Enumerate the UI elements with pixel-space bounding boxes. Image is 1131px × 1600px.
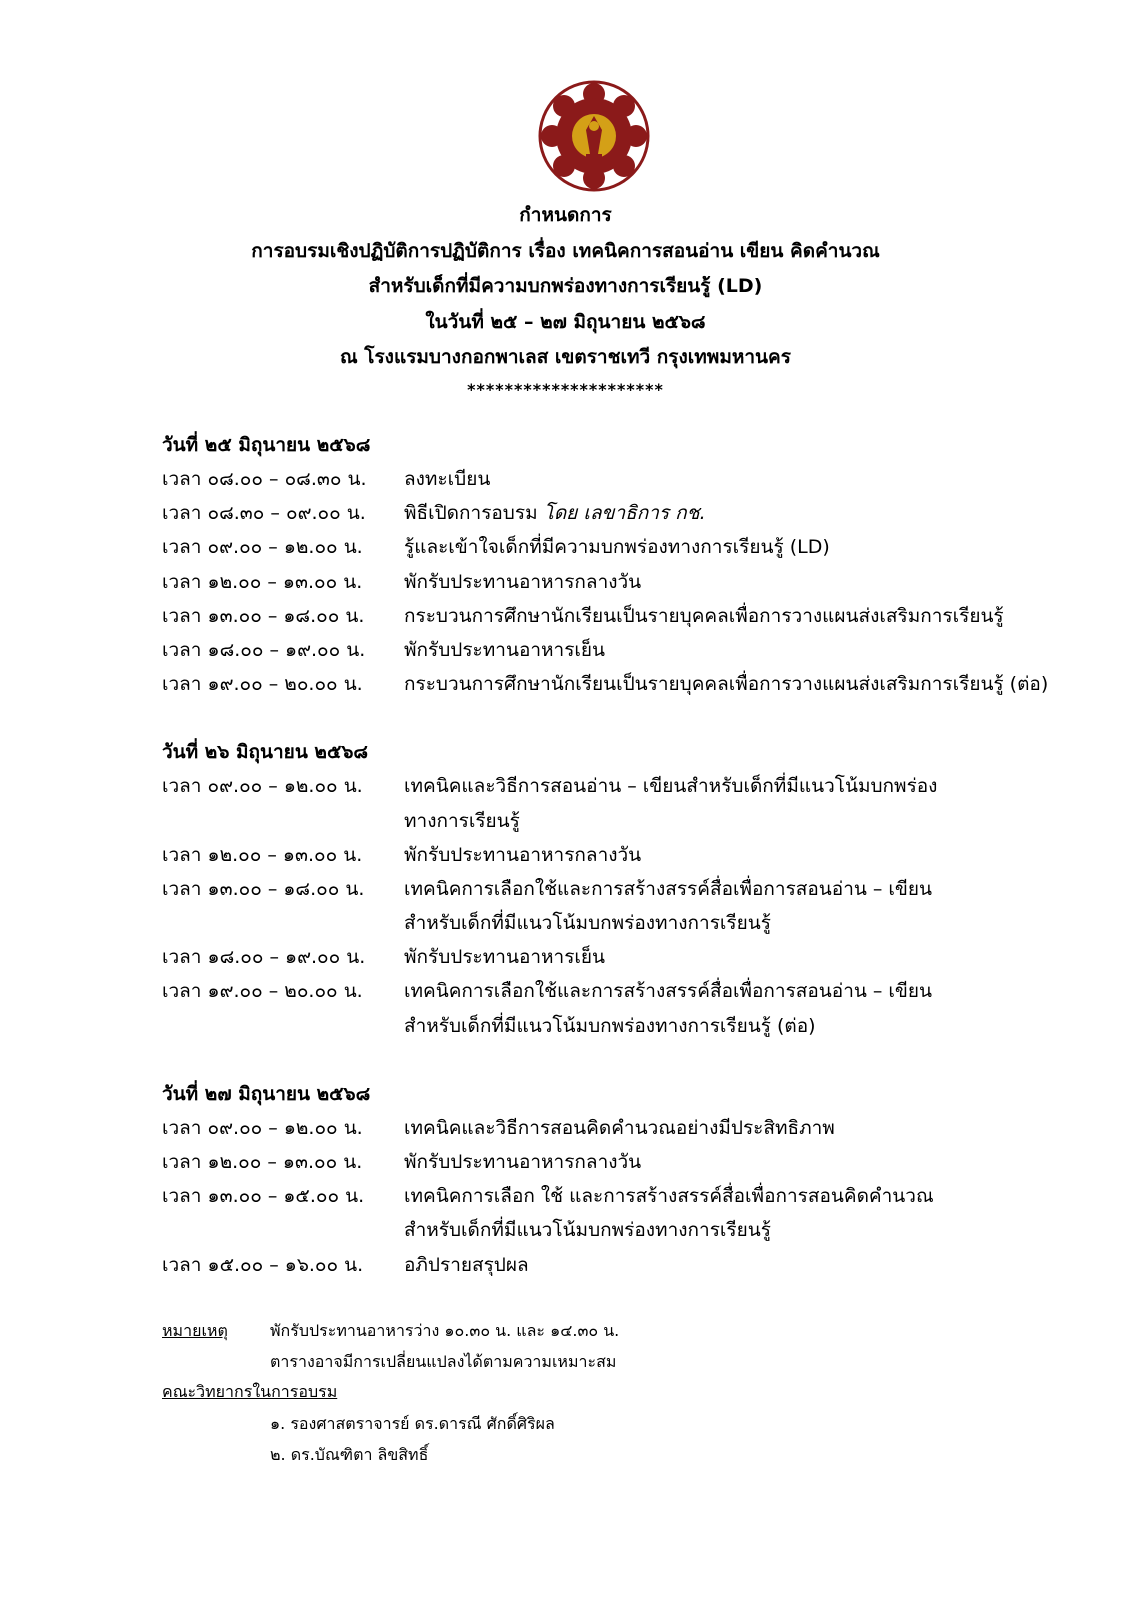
separator-stars: ********************* [467,379,664,399]
day-block [162,428,1062,701]
doc-target: สำหรับเด็กที่มีความบกพร่องทางการเรียนรู้ (LD) [368,275,763,297]
note-label: หมายเหตุ [162,1321,228,1340]
note-line: พักรับประทานอาหารว่าง ๑๐.๓๐ น. และ ๑๔.๓๐ น. [270,1321,620,1340]
session-description: รู้และเข้าใจเด็กที่มีความบกพร่องทางการเรียนรู้ (LD) [404,536,830,559]
schedule-row [162,667,1062,701]
session-time: เวลา ๐๘.๐๐ – ๐๘.๓๐ น. [162,468,367,490]
schedule-row [162,1179,1062,1247]
doc-date: ในวันที่ ๒๕ – ๒๗ มิถุนายน ๒๕๖๘ [425,310,706,333]
speaker-item: ๑. รองศาสตราจารย์ ดร.ดารณี ศักดิ์ศิริผล [270,1414,555,1433]
session-description: เทคนิคการเลือกใช้และการสร้างสรรค์สื่อเพื่อการสอนอ่าน – เขียน [404,980,933,1003]
speaker-item: ๒. ดร.บัณฑิตา ลิขสิทธิ์ [270,1445,429,1464]
session-time: เวลา ๑๒.๐๐ – ๑๓.๐๐ น. [162,1151,363,1173]
session-time: เวลา ๐๙.๐๐ – ๑๒.๐๐ น. [162,1116,363,1139]
schedule-row [162,599,1062,633]
doc-title: กำหนดการ [519,204,612,226]
session-description: สำหรับเด็กที่มีแนวโน้มบกพร่องทางการเรียนรู้ [404,1219,771,1242]
note-line: ตารางอาจมีการเปลี่ยนแปลงได้ตามความเหมาะสม [270,1352,617,1371]
session-presenter: โดย เลขาธิการ กช. [543,502,706,525]
schedule-row [162,565,1062,599]
session-time: เวลา ๑๓.๐๐ – ๑๘.๐๐ น. [162,604,365,627]
session-time: เวลา ๐๙.๐๐ – ๑๒.๐๐ น. [162,775,363,798]
session-time: เวลา ๐๙.๐๐ – ๑๒.๐๐ น. [162,536,363,559]
session-time: เวลา ๑๙.๐๐ – ๒๐.๐๐ น. [162,980,363,1003]
schedule-row [162,940,1062,974]
session-time: เวลา ๑๒.๐๐ – ๑๓.๐๐ น. [162,570,363,593]
session-description-text: พิธีเปิดการอบรม [404,502,538,525]
schedule-row [162,769,1062,837]
session-description: กระบวนการศึกษานักเรียนเป็นรายบุคคลเพื่อการวางแผนส่งเสริมการเรียนรู้ [404,604,1004,627]
day-block [162,1077,1062,1282]
schedule-row [162,633,1062,667]
session-time: เวลา ๑๓.๐๐ – ๑๕.๐๐ น. [162,1185,365,1208]
session-time: เวลา ๑๕.๐๐ – ๑๖.๐๐ น. [162,1253,364,1276]
session-description [404,496,1062,530]
session-description: พักรับประทานอาหารกลางวัน [404,843,642,866]
session-time: เวลา ๐๘.๓๐ – ๐๙.๐๐ น. [162,502,366,525]
document-header [0,198,1131,404]
schedule-row [162,1111,1062,1145]
schedule-row [162,1248,1062,1282]
schedule-row [162,496,1062,530]
doc-venue: ณ โรงแรมบางกอกพาเลส เขตราชเทวี กรุงเทพมหานคร [340,346,791,368]
session-description: ทางการเรียนรู้ [404,809,520,832]
speakers-title: คณะวิทยากรในการอบรม [162,1382,338,1401]
session-time: เวลา ๑๙.๐๐ – ๒๐.๐๐ น. [162,673,363,696]
session-time: เวลา ๑๘.๐๐ – ๑๙.๐๐ น. [162,638,366,661]
day-title: วันที่ ๒๗ มิถุนายน ๒๕๖๘ [162,1082,371,1105]
session-description: พักรับประทานอาหารเย็น [404,946,606,969]
schedule-row [162,530,1062,564]
session-description: กระบวนการศึกษานักเรียนเป็นรายบุคคลเพื่อการวางแผนส่งเสริมการเรียนรู้ (ต่อ) [404,673,1049,696]
session-description: พักรับประทานอาหารเย็น [404,638,606,661]
session-description: ลงทะเบียน [404,468,491,490]
session-description: พักรับประทานอาหารกลางวัน [404,570,642,593]
session-description: เทคนิคและวิธีการสอนอ่าน – เขียนสำหรับเด็กที่มีแนวโน้มบกพร่อง [404,775,938,798]
doc-subtitle: การอบรมเชิงปฏิบัติการปฏิบัติการ เรื่อง เทคนิคการสอนอ่าน เขียน คิดคำนวณ [251,239,880,262]
day-block [162,735,1062,1043]
schedule-row [162,974,1062,1042]
schedule-row [162,872,1062,940]
session-description: เทคนิคการเลือก ใช้ และการสร้างสรรค์สื่อเพื่อการสอนคิดคำนวณ [404,1185,934,1208]
session-description: เทคนิคการเลือกใช้และการสร้างสรรค์สื่อเพื่อการสอนอ่าน – เขียน [404,877,933,900]
speakers-section [162,1376,1062,1470]
schedule-row [162,462,1062,496]
session-description: อภิปรายสรุปผล [404,1253,529,1276]
session-description: เทคนิคและวิธีการสอนคิดคำนวณอย่างมีประสิทธิภาพ [404,1116,835,1139]
seal-logo [538,80,650,192]
note-section [162,1315,1062,1377]
session-description: สำหรับเด็กที่มีแนวโน้มบกพร่องทางการเรียนรู้ [404,912,771,935]
schedule [162,428,1062,1316]
schedule-row [162,1145,1062,1179]
session-time: เวลา ๑๘.๐๐ – ๑๙.๐๐ น. [162,946,366,969]
session-description: พักรับประทานอาหารกลางวัน [404,1151,642,1173]
session-time: เวลา ๑๓.๐๐ – ๑๘.๐๐ น. [162,877,365,900]
session-time: เวลา ๑๒.๐๐ – ๑๓.๐๐ น. [162,843,363,866]
session-description: สำหรับเด็กที่มีแนวโน้มบกพร่องทางการเรียนรู้ (ต่อ) [404,1014,816,1037]
day-title: วันที่ ๒๕ มิถุนายน ๒๕๖๘ [162,434,371,456]
schedule-row [162,838,1062,872]
day-title: วันที่ ๒๖ มิถุนายน ๒๕๖๘ [162,741,369,764]
